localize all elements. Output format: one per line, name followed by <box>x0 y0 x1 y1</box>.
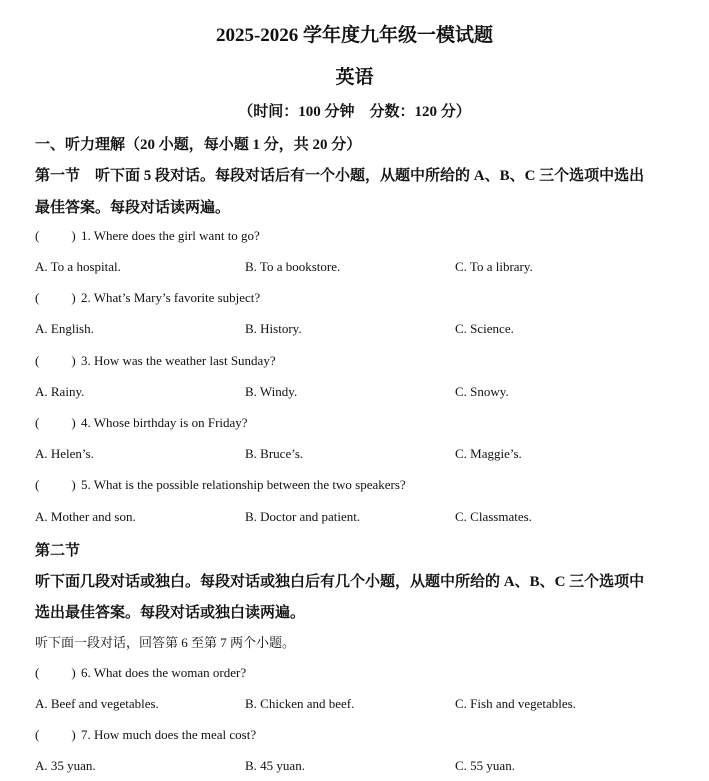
option-b: B. Doctor and patient. <box>245 509 361 524</box>
question-6 <box>35 665 246 681</box>
option-a: A. Helen’s. <box>35 446 94 461</box>
part1-heading: 一、听力理解（20 小题，每小题 1 分，共 20 分） <box>35 137 362 153</box>
option-b: B. History. <box>245 321 302 336</box>
answer-blank[interactable]: ( ) <box>35 477 76 492</box>
question-text: 7. How much does the meal cost? <box>81 727 257 742</box>
question-4 <box>35 415 248 431</box>
option-a: A. Mother and son. <box>35 509 136 524</box>
option-b: B. 45 yuan. <box>245 758 305 773</box>
section1-instruction-line1: 第一节 听下面 5 段对话。每段对话后有一个小题，从题中所给的 A、B、C 三个选项中选出 <box>35 168 645 184</box>
question-text: 5. What is the possible relationship between the two speakers? <box>81 477 406 492</box>
option-a: A. English. <box>35 321 94 336</box>
section1-instruction-line2: 最佳答案。每段对话读两遍。 <box>35 200 231 216</box>
option-c: C. Snowy. <box>455 384 509 399</box>
question-text: 4. Whose birthday is on Friday? <box>81 415 248 430</box>
answer-blank[interactable]: ( ) <box>35 290 76 305</box>
option-b: B. Bruce’s. <box>245 446 304 461</box>
section2-heading: 第二节 <box>35 543 81 559</box>
option-a: A. Rainy. <box>35 384 85 399</box>
section2-note: 听下面一段对话，回答第 6 至第 7 两个小题。 <box>35 635 296 650</box>
option-c: C. To a library. <box>455 259 533 274</box>
question-text: 3. How was the weather last Sunday? <box>81 353 276 368</box>
answer-blank[interactable]: ( ) <box>35 727 76 742</box>
question-5 <box>35 477 406 493</box>
question-text: 1. Where does the girl want to go? <box>81 228 260 243</box>
option-c: C. Fish and vegetables. <box>455 696 576 711</box>
option-c: C. 55 yuan. <box>455 758 515 773</box>
option-b: B. Windy. <box>245 384 298 399</box>
option-c: C. Maggie’s. <box>455 446 522 461</box>
question-text: 2. What’s Mary’s favorite subject? <box>81 290 261 305</box>
option-a: A. Beef and vegetables. <box>35 696 159 711</box>
section2-instruction-line1: 听下面几段对话或独白。每段对话或独白后有几个小题，从题中所给的 A、B、C 三个选项中 <box>35 574 645 590</box>
exam-info: （时间：100 分钟 分数：120 分） <box>238 104 471 120</box>
answer-blank[interactable]: ( ) <box>35 665 76 680</box>
option-b: B. Chicken and beef. <box>245 696 355 711</box>
question-2 <box>35 290 260 306</box>
answer-blank[interactable]: ( ) <box>35 415 76 430</box>
question-3 <box>35 353 276 369</box>
option-a: A. 35 yuan. <box>35 758 96 773</box>
question-text: 6. What does the woman order? <box>81 665 247 680</box>
question-1 <box>35 228 260 244</box>
question-7 <box>35 727 256 743</box>
subject-title: 英语 <box>335 67 374 88</box>
option-b: B. To a bookstore. <box>245 259 341 274</box>
section2-instruction-line2: 选出最佳答案。每段对话或独白读两遍。 <box>35 605 306 621</box>
answer-blank[interactable]: ( ) <box>35 228 76 243</box>
answer-blank[interactable]: ( ) <box>35 353 76 368</box>
option-c: C. Science. <box>455 321 514 336</box>
option-c: C. Classmates. <box>455 509 532 524</box>
exam-title: 2025-2026 学年度九年级一模试题 <box>215 25 494 46</box>
option-a: A. To a hospital. <box>35 259 121 274</box>
